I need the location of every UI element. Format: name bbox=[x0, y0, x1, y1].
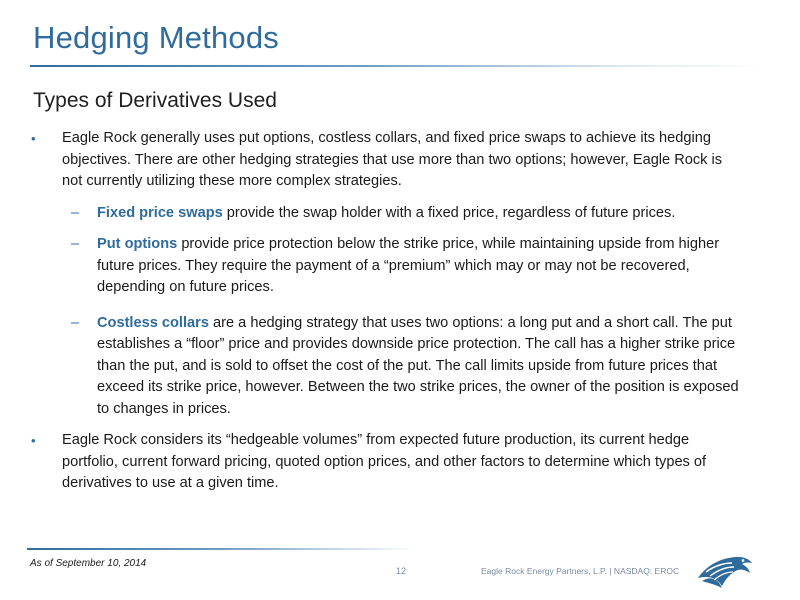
eagle-head-logo-icon bbox=[696, 548, 754, 592]
bullet-item bbox=[30, 430, 745, 495]
sub-item-term: Put options bbox=[97, 236, 178, 252]
company-name: Eagle Rock Energy Partners, L.P. | NASDAQ: EROC bbox=[481, 566, 680, 576]
dash-icon: – bbox=[71, 236, 80, 252]
page-title: Hedging Methods bbox=[33, 20, 279, 55]
bullet-text: Eagle Rock considers its “hedgeable volumes” from expected future production, its current hedge portfolio, current forward pricing, quoted option prices, and other factors to determine which types of derivatives to use at a given time. bbox=[62, 432, 707, 491]
sub-item-text: provide the swap holder with a fixed price, regardless of future prices. bbox=[222, 204, 676, 221]
footer-divider bbox=[27, 548, 417, 550]
page-subtitle: Types of Derivatives Used bbox=[33, 89, 277, 112]
footer-date: As of September 10, 2014 bbox=[30, 558, 147, 569]
dash-icon: – bbox=[71, 314, 80, 331]
bullet-icon: • bbox=[31, 433, 36, 448]
sub-item-text: provide price protection below the strike price, while maintaining upside from higher future prices. They require the payment of a “premium” which may or may not be recovered, depending on future prices. bbox=[97, 236, 720, 295]
sub-item bbox=[30, 234, 745, 299]
page-number: 12 bbox=[396, 566, 407, 576]
bullet-icon: • bbox=[31, 131, 36, 146]
sub-item-text: are a hedging strategy that uses two options: a long put and a short call. The put establishes a “floor” price and provides downside price protection. The call has a higher strike price than the put, and is sold to offset the cost of the put. The call limits upside from future prices that exceed its strike price, however. Between the two strike prices, the owner of the position is exposed to changes in prices. bbox=[97, 314, 739, 417]
bullet-text: Eagle Rock generally uses put options, costless collars, and fixed price swaps to achieve its hedging objectives. There are other hedging strategies that use more than two options; however, Eagle Rock is not currently utilizing these more complex strategies. bbox=[62, 130, 723, 189]
slide-content bbox=[30, 128, 745, 505]
title-divider bbox=[30, 65, 770, 67]
sub-item-term: Costless collars bbox=[97, 314, 209, 331]
sub-item bbox=[30, 313, 745, 421]
bullet-item bbox=[30, 128, 745, 193]
dash-icon: – bbox=[71, 204, 80, 221]
sub-item-term: Fixed price swaps bbox=[97, 204, 223, 221]
sub-item bbox=[30, 203, 745, 225]
